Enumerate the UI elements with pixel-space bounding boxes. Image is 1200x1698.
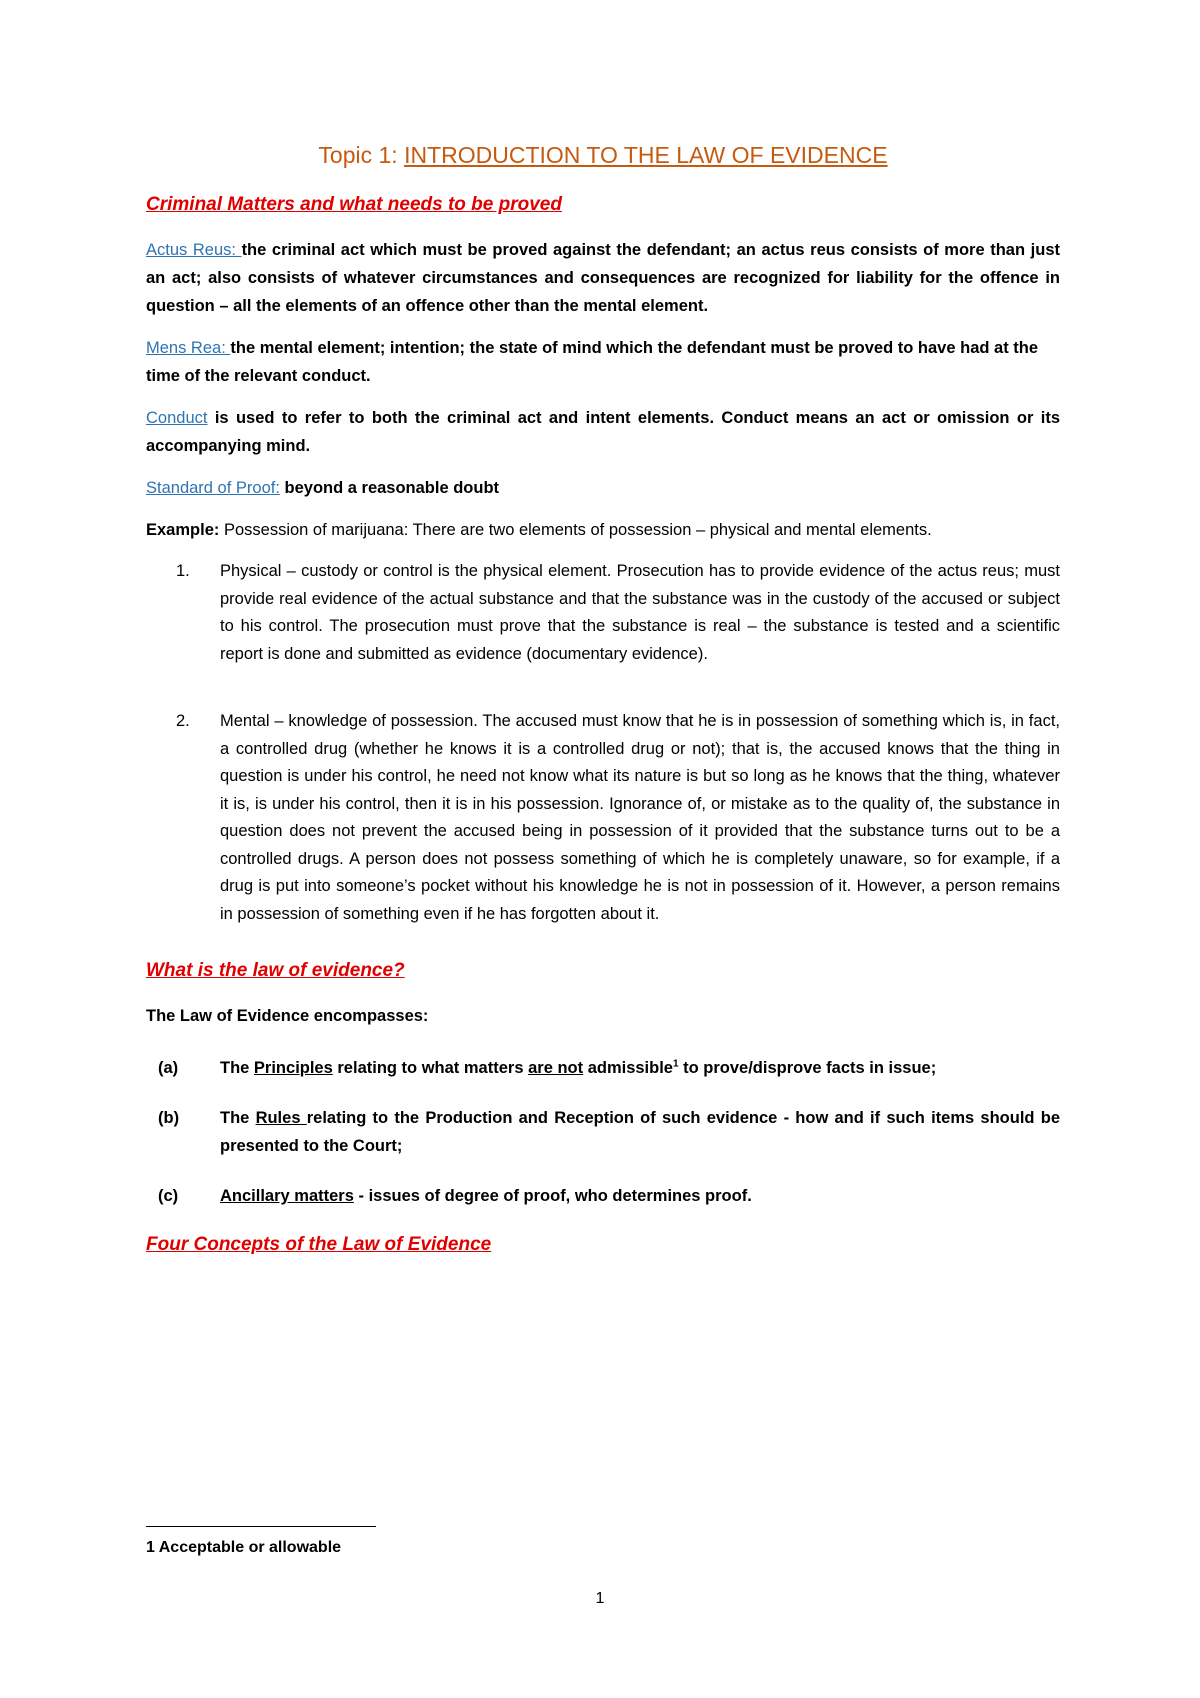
item-key-ancillary-matters: Ancillary matters bbox=[220, 1187, 354, 1205]
item-text: The bbox=[220, 1059, 254, 1077]
possession-elements-list bbox=[146, 558, 1060, 928]
example-text: Possession of marijuana: There are two elements of possession – physical and mental elements. bbox=[219, 521, 932, 539]
list-item-text: Mental – knowledge of possession. The accused must know that he is in possession of something which is, in fact, a controlled drug (whether he knows it is a controlled drug or not); that is, the accused knows that the thing in question is under his control, he need not know what its nature is but so long as he knows that the thing, whatever it is, is under his control, then it is in his possession. Ignorance of, or mistake as to the quality of, the substance in question does not prevent the accused being in possession of it provided that the substance turns out to be a controlled drugs. A person does not possess something of which he is completely unaware, so for example, if a drug is put into someone’s pocket without his knowledge he is not in possession of it. However, a person remains in possession of something even if he has forgotten about it. bbox=[220, 712, 1060, 923]
definition-mens-rea: the mental element; intention; the state of mind which the defendant must be proved to have had at the time of the relevant conduct. bbox=[146, 339, 1039, 385]
item-key-principles: Principles bbox=[253, 1059, 333, 1077]
definition-conduct: is used to refer to both the criminal act and intent elements. Conduct means an act or omission or its accompanying mind. bbox=[146, 409, 1060, 455]
list-item bbox=[146, 1182, 1060, 1210]
term-actus-reus: Actus Reus: bbox=[146, 241, 242, 259]
item-key-are-not: are not bbox=[528, 1059, 584, 1077]
item-text: The bbox=[220, 1109, 256, 1127]
paragraph-standard-of-proof bbox=[146, 474, 1060, 502]
list-item bbox=[146, 1054, 1060, 1082]
section-heading-law-of-evidence: What is the law of evidence? bbox=[146, 960, 405, 981]
title-prefix: Topic 1: bbox=[318, 142, 405, 168]
page-content bbox=[146, 140, 1060, 1276]
definition-standard-of-proof: beyond a reasonable doubt bbox=[279, 479, 500, 497]
list-marker: 1. bbox=[176, 562, 190, 580]
list-item bbox=[146, 1104, 1060, 1160]
paragraph-mens-rea bbox=[146, 334, 1060, 390]
item-key-rules: Rules bbox=[255, 1109, 307, 1127]
page-title bbox=[146, 140, 1060, 170]
list-item bbox=[146, 708, 1060, 928]
example-label: Example: bbox=[146, 521, 220, 539]
term-mens-rea: Mens Rea: bbox=[146, 339, 231, 357]
list-marker: (b) bbox=[158, 1109, 180, 1127]
section-heading-criminal-matters: Criminal Matters and what needs to be proved bbox=[146, 194, 562, 215]
encompasses-lead: The Law of Evidence encompasses: bbox=[146, 1007, 429, 1025]
footnote-divider bbox=[146, 1526, 376, 1527]
item-text: to prove/disprove facts in issue; bbox=[678, 1059, 937, 1077]
list-marker: (a) bbox=[158, 1059, 179, 1077]
item-text: admissible bbox=[583, 1059, 673, 1077]
list-marker: 2. bbox=[176, 712, 190, 730]
title-main: INTRODUCTION TO THE LAW OF EVIDENCE bbox=[404, 142, 888, 168]
list-marker: (c) bbox=[158, 1187, 179, 1205]
term-standard-of-proof: Standard of Proof: bbox=[146, 479, 280, 497]
paragraph-conduct bbox=[146, 404, 1060, 460]
encompasses-list bbox=[146, 1054, 1060, 1210]
footnote-ref[interactable]: 1 bbox=[672, 1058, 679, 1070]
section-heading-four-concepts: Four Concepts of the Law of Evidence bbox=[146, 1234, 492, 1255]
item-text: relating to what matters bbox=[332, 1059, 529, 1077]
definition-actus-reus: the criminal act which must be proved against the defendant; an actus reus consists of more than just an act; also consists of whatever circumstances and consequences are recognized for liability for the offence in question – all the elements of an offence other than the mental element. bbox=[146, 241, 1060, 315]
paragraph-example bbox=[146, 516, 1060, 544]
footnote: 1 Acceptable or allowable bbox=[146, 1539, 342, 1556]
paragraph-actus-reus bbox=[146, 236, 1060, 320]
list-item-text: Physical – custody or control is the physical element. Prosecution has to provide evidence of the actus reus; must provide real evidence of the actual substance and that the substance was in the custody of the accused or subject to his control. The prosecution must prove that the substance is real – the substance is tested and a scientific report is done and submitted as evidence (documentary evidence). bbox=[220, 562, 1060, 663]
list-item bbox=[146, 558, 1060, 668]
item-text: relating to the Production and Reception of such evidence - how and if such items should be presented to the Court; bbox=[220, 1109, 1060, 1155]
term-conduct: Conduct bbox=[146, 409, 208, 427]
page-number: 1 bbox=[595, 1590, 605, 1607]
item-text: - issues of degree of proof, who determines proof. bbox=[353, 1187, 752, 1205]
